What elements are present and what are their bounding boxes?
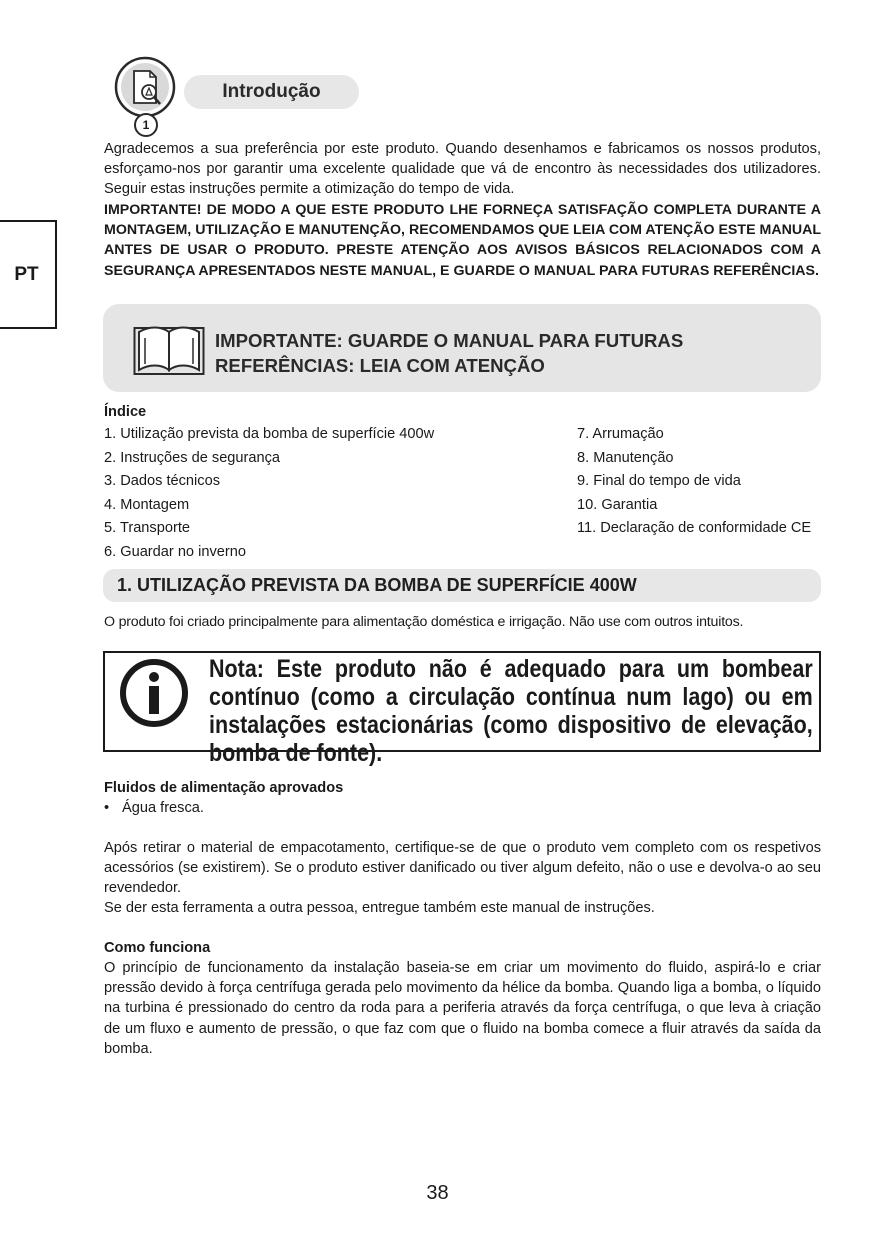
intro-paragraph: Agradecemos a sua preferência por este produto. Quando desenhamos e fabricamos os nossos produtos, esforçamo-nos por garantir uma excelente qualidade que vá de encontro às necessidades dos utilizadores. Seguir estas instruções permite a otimização do tempo de vida. — [104, 141, 821, 198]
index-item: 2. Instruções de segurança — [104, 449, 281, 466]
section-heading-bar — [103, 569, 821, 602]
language-tab — [0, 220, 57, 329]
page-number: 38 — [426, 1182, 449, 1204]
index-item: 6. Guardar no inverno — [104, 543, 246, 560]
index-item: 11. Declaração de conformidade CE — [577, 520, 812, 537]
index-item: 9. Final do tempo de vida — [577, 473, 741, 490]
unpacking-paragraph: Após retirar o material de empacotamento, certifique-se de que o produto vem completo com os respetivos acessórios (se existirem). Se o produto estiver danificado ou tiver algum defeito, não o use e devolva-o ao seu revendedor. — [104, 840, 821, 897]
important-notice-text — [215, 328, 815, 378]
important-notice-line2: REFERÊNCIAS: LEIA COM ATENÇÃO — [215, 355, 545, 376]
index-item: 3. Dados técnicos — [104, 473, 221, 490]
index-item: 8. Manutenção — [577, 449, 674, 466]
important-notice-line1: IMPORTANTE: GUARDE O MANUAL PARA FUTURAS — [215, 330, 684, 351]
section-heading: 1. UTILIZAÇÃO PREVISTA DA BOMBA DE SUPERFÍCIE 400W — [117, 575, 637, 595]
section-title-pill — [184, 75, 359, 109]
index-item: 4. Montagem — [104, 496, 190, 513]
note-text: Nota: Este produto não é adequado para um bombear contínuo (como a circulação contínua num lago) ou em instalações estacionárias (como dispositivo de elevação, bomba de fonte). — [209, 655, 813, 767]
handover-paragraph: Se der esta ferramenta a outra pessoa, entregue também este manual de instruções. — [104, 900, 655, 916]
index-item: 7. Arrumação — [577, 426, 664, 442]
index-item: 10. Garantia — [577, 496, 658, 513]
index-left-column — [104, 424, 434, 566]
index-title: Índice — [104, 404, 147, 420]
fluids-item-text: Água fresca. — [122, 800, 204, 816]
fluids-list-item — [104, 798, 204, 818]
how-it-works-paragraph: O princípio de funcionamento da instalação baseia-se em criar um movimento do fluido, aspirá-lo e criar pressão devido à força centrífuga gerada pelo movimento da hélice da bomba. Quando liga a bomba, o líquido na turbina é pressionado do centro da roda para a periferia através da força centrífuga, o que leva à criação de um fluxo e aumento de pressão, o que faz com que o fluido na bomba comece a fluir através da saída da bomba. — [104, 960, 821, 1057]
intended-use-paragraph: O produto foi criado principalmente para alimentação doméstica e irrigação. Não use com outros intuitos. — [104, 614, 744, 630]
index-item: 1. Utilização prevista da bomba de superfície 400w — [104, 426, 435, 442]
fluids-title: Fluidos de alimentação aprovados — [104, 780, 344, 796]
important-paragraph: IMPORTANTE! DE MODO A QUE ESTE PRODUTO LHE FORNEÇA SATISFAÇÃO COMPLETA DURANTE A MONTAGEM, UTILIZAÇÃO E MANUTENÇÃO, RECOMENDAMOS QUE LEIA COM ATENÇÃO ESTE MANUAL ANTES DE USAR O PRODUTO. PRESTE ATENÇÃO AOS AVISOS BÁSICOS RELACIONADOS COM A SEGURANÇA APRESENTADOS NESTE MANUAL, E GUARDE O MANUAL PARA FUTURAS REFERÊNCIAS. — [104, 202, 821, 279]
bullet-symbol: • — [104, 800, 110, 816]
info-icon — [119, 658, 189, 728]
open-book-icon — [133, 322, 205, 376]
index-right-column — [577, 424, 811, 542]
section-number: 1 — [142, 118, 150, 132]
how-it-works-title: Como funciona — [104, 940, 211, 956]
language-tab-label: PT — [14, 263, 39, 285]
section-title: Introdução — [222, 81, 321, 102]
index-item: 5. Transporte — [104, 520, 190, 537]
